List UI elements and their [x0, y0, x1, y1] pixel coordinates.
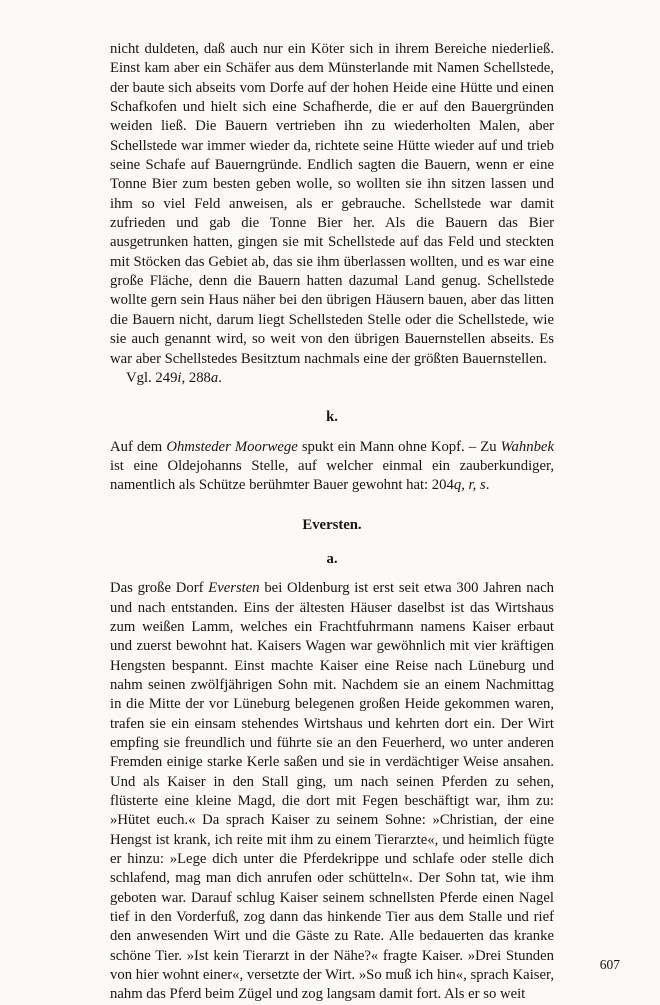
text-run: a.: [326, 550, 338, 567]
italic-text-run: a: [210, 369, 219, 386]
paragraph: [110, 579, 554, 1005]
paragraph: [110, 438, 554, 496]
italic-text-run: Wahnbek: [500, 438, 554, 455]
reference-line: [110, 369, 554, 388]
text-run: spukt ein Mann ohne Kopf. – Zu: [297, 438, 501, 455]
section-heading: [110, 408, 554, 427]
paragraph: [110, 40, 554, 369]
text-run: Vgl. 249: [126, 369, 178, 386]
page-number: 607: [599, 957, 620, 972]
text-run: .: [485, 477, 490, 494]
section-heading: [110, 516, 554, 535]
text-run: Auf dem: [110, 438, 167, 455]
text-run: Eversten.: [302, 516, 362, 533]
italic-text-run: i: [177, 369, 182, 386]
italic-text-run: Ohmsteder Moorwege: [166, 438, 298, 455]
text-run: nicht duldeten, daß auch nur ein Köter sich in ihrem Bereiche niederließ. Einst kam aber ein Schäfer aus dem Münsterlande mit Namen Schellstede, der baute sich abseits vom Dorfe auf der hohen Heide eine Hütte und einen Schafkofen und hielt sich eine Schafherde, die er auf den Bauergründen weiden ließ. Die Bauern vertrieben ihn zu wiederholten Malen, aber Schellstede war immer wieder da, richtete seine Hütte wieder auf und trieb seine Schafe auf Bauerngründe. Endlich sagten die Bauern, wenn er eine Tonne Bier zum besten geben wolle, so wollten sie ihn sitzen lassen und ihm so viel Feld anweisen, als er gebrauche. Schellstede war damit zufrieden und gab die Tonne Bier her. Als die Bauern das Bier ausgetrunken hatten, gingen sie mit Schellstede auf das Feld und steckten mit Stöcken das Gebiet ab, das sie ihm überlassen wollten, und es war eine große Fläche, denn die Bauern hatten dazumal Land genug. Schellstede wollte gern sein Haus näher bei den übrigen Häusern bauen, aber das litten die Bauern nicht, darum liegt Schellsteden Stelle oder die Schellstede, wie sie auch genannt wird, so weit von den übrigen Bauernstellen abseits. Es war aber Schellstedes Besitztum nachmals eine der größten Bauernstellen.: [110, 41, 554, 367]
text-block: [110, 40, 554, 1005]
italic-text-run: q, r, s: [453, 477, 486, 494]
text-run: ist eine Oldejohanns Stelle, auf welcher einmal ein zauberkundiger, namentlich als Schütze berühmter Bauer gewohnt hat: 204: [110, 457, 554, 494]
text-run: Das große Dorf: [110, 580, 209, 597]
text-run: , 288: [181, 369, 211, 386]
section-heading: [110, 550, 554, 569]
text-run: k.: [326, 409, 338, 426]
text-run: bei Oldenburg ist erst seit etwa 300 Jahren nach und nach entstanden. Eins der ältesten Häuser daselbst ist das Wirtshaus zum weißen Lamm, welches ein Frachtfuhrmann namens Kaiser erbaut und zuerst bewohnt hat. Kaisers Wagen war gewöhnlich mit vier kräftigen Hengsten bespannt. Einst machte Kaiser eine Reise nach Lüneburg und nahm seinen zwölfjährigen Sohn mit. Nachdem sie an einem Nachmittag in die Mitte der vor Lüneburg belegenen großen Heide gekommen waren, trafen sie ein einsam stehendes Wirtshaus und kehrten dort ein. Der Wirt empfing sie freundlich und führte sie an den Feuerherd, wo unter anderen Fremden einige starke Kerle saßen und sie in verdächtiger Weise ansahen. Und als Kaiser in den Stall ging, um nach seinen Pferden zu sehen, flüsterte eine kleine Magd, die dort mit Fegen beschäftigt war, ihm zu: »Hütet euch.« Da sprach Kaiser zu seinem Sohne: »Christian, der eine Hengst ist krank, ich reite mit ihm zu einem Tierarzte«, und heimlich fügte er hinzu: »Lege dich unter die Pferdekrippe und schlafe oder stelle dich schlafend, mag man dich anrufen oder schütteln«. Der Sohn tat, wie ihm geboten war. Darauf schlug Kaiser seinem schnellsten Pferde einen Nagel tief in den Vorderfuß, zog dann das hinkende Tier aus dem Stalle und rief den anwesenden Wirt und die Gäste zu Rate. Alle bedauerten das kranke schöne Tier. »Ist kein Tierarzt in der Nähe?« fragte Kaiser. »Drei Stunden von hier wohnt einer«, versetzte der Wirt. »So muß ich hin«, sprach Kaiser, nahm das Pferd beim Zügel und zog langsam damit fort. Als er so weit: [110, 580, 554, 1003]
italic-text-run: Eversten: [208, 580, 260, 597]
text-run: .: [218, 369, 222, 386]
